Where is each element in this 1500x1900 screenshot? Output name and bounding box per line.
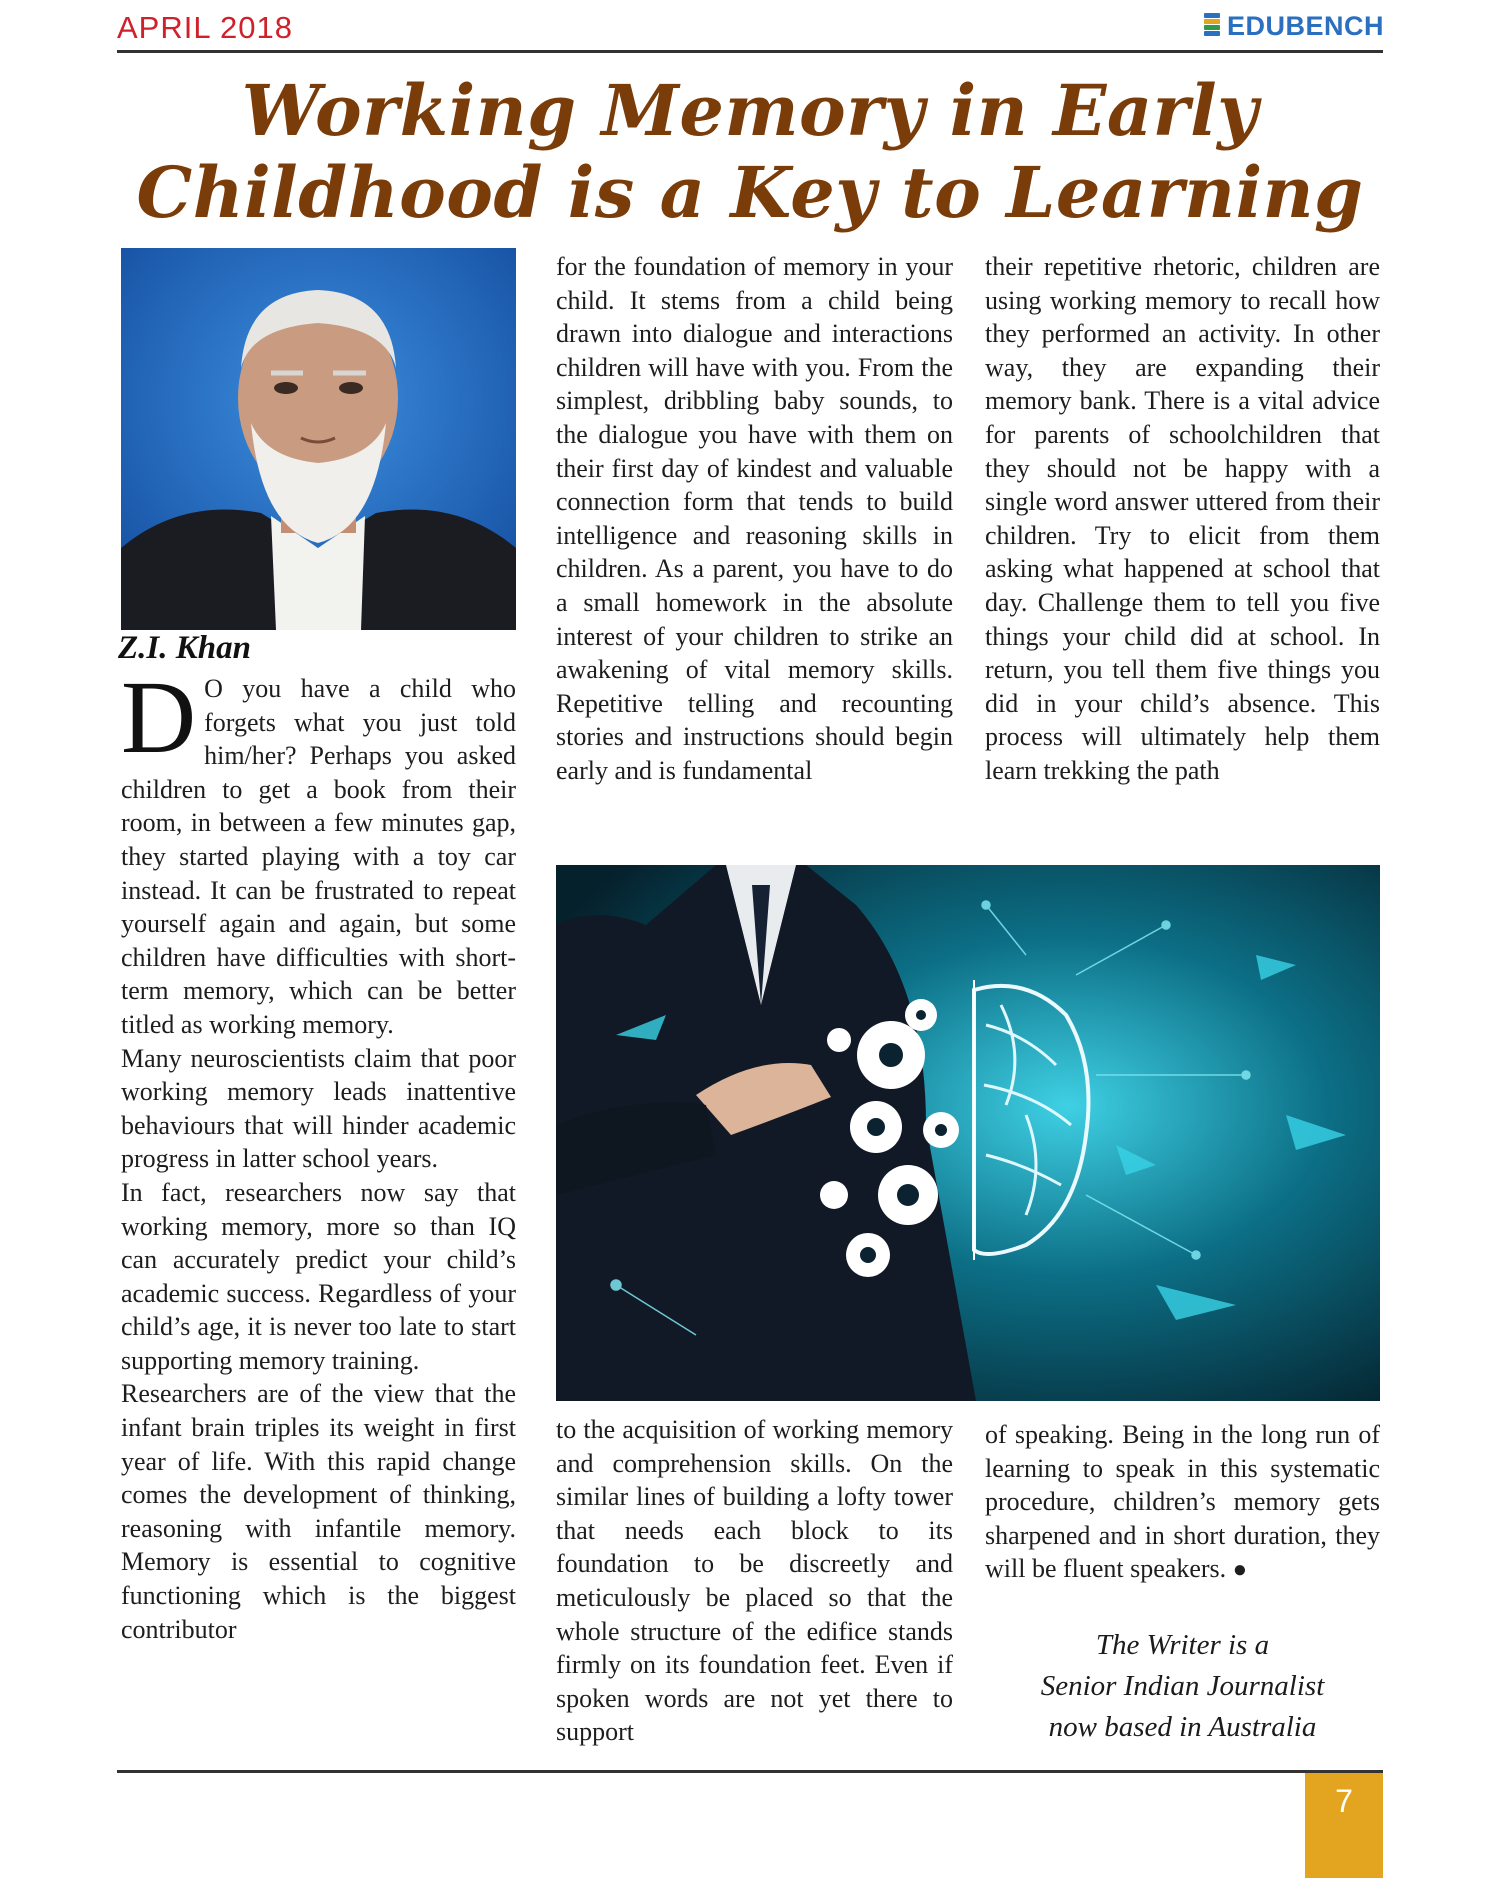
title-line-1: Working Memory in Early (241, 69, 1259, 152)
book-stack-icon (1203, 11, 1221, 42)
article-title (120, 70, 1380, 234)
author-photo (121, 248, 516, 630)
column-3-bottom (985, 1418, 1380, 1588)
brain-gears-illustration (556, 865, 1380, 1401)
bio-line: The Writer is a (1095, 1629, 1270, 1661)
paragraph: Many neuroscientists claim that poor working memory leads inattentive behaviours that will hinder academic progress in latter school years. (121, 1043, 516, 1174)
author-name: Z.I. Khan (118, 630, 251, 666)
page-number: 7 (1335, 1783, 1353, 1819)
page-number-box (1305, 1773, 1383, 1878)
paragraph: their repetitive rhetoric, children are using working memory to recall how they performed an activity. In other way, they are expanding their memory bank. There is a vital advice for parents of schoolchildren that they should not be happy with a single word answer uttered from their children. Try to elicit from them asking what happened at school that day. Challenge them to tell you five things your child did at school. In return, you tell them five things you did in your child’s absence. This process will ultimately help them learn trekking the path (985, 252, 1380, 785)
column-2-top (556, 250, 953, 788)
paragraph: Researchers are of the view that the infant brain triples its weight in first year of life. With this rapid change comes the development of thinking, reasoning with infantile memory. Memory is essential to cognitive functioning which is the biggest contributor (121, 1379, 516, 1644)
column-3-top (985, 250, 1380, 788)
drop-cap: D (121, 660, 197, 775)
author-bio (985, 1625, 1380, 1748)
paragraph: to the acquisition of working memory and comprehension skills. On the similar lines of building a lofty tower that needs each block to its foundation to be discreetly and meticulously be placed so that the whole structure of the edifice stands firmly on its foundation feet. Even if spoken words are not yet there to support (556, 1415, 953, 1747)
paragraph: for the foundation of memory in your child. It stems from a child being drawn into dialogue and interactions children will have with you. From the simplest, dribbling baby sounds, to the dialogue you have with them on their first day of kindest and valuable connection form that tends to build intelligence and reasoning skills in children. As a parent, you have to do a small homework in the absolute interest of your children to strike an awakening of vital memory skills. Repetitive telling and recounting stories and instructions should begin early and is fundamental (556, 252, 953, 785)
bio-line: Senior Indian Journalist (1040, 1670, 1325, 1702)
footer-rule (117, 1770, 1383, 1773)
opening-paragraph: D O you have a child who forgets what you just told him/her? Perhaps you asked children to get a book from their room, in between a few minutes gap, they started playing with a toy car instead. It can be frustrated to repeat yourself again and again, but some children have difficulties with short-term memory, which can be better titled as working memory. (121, 660, 516, 1039)
column-2-bottom (556, 1413, 953, 1749)
bio-line: now based in Australia (1048, 1711, 1317, 1743)
header-rule (117, 50, 1383, 53)
title-line-2: Childhood is a Key to Learning (136, 151, 1364, 234)
issue-date: APRIL 2018 (117, 10, 294, 45)
brand-logo (1203, 11, 1384, 42)
column-1 (121, 660, 516, 1646)
closing-paragraph: of speaking. Being in the long run of learning to speak in this systematic procedure, children’s memory gets sharpened and in short duration, they will be fluent speakers. ● (985, 1420, 1380, 1584)
paragraph: In fact, researchers now say that working memory, more so than IQ can accurately predict your child’s academic success. Regardless of your child’s age, it is never too late to start supporting memory training. (121, 1177, 516, 1375)
end-mark: ● (1232, 1557, 1248, 1584)
brand-name: EDUBENCH (1226, 11, 1384, 41)
